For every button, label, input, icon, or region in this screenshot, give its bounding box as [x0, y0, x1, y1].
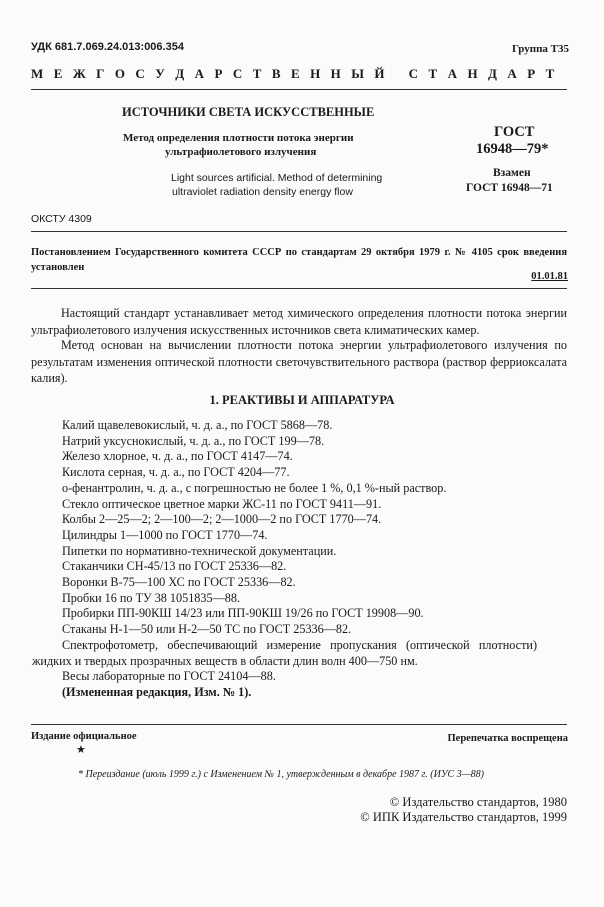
amendment-note: (Измененная редакция, Изм. № 1). [62, 684, 252, 699]
udk-code: УДК 681.7.069.24.013:006.354 [31, 41, 184, 53]
effective-date: 01.01.81 [531, 271, 568, 282]
copyright-line-2: © ИПК Издательство стандартов, 1999 [360, 810, 567, 824]
title-method-line1: Метод определения плотности потока энергии [123, 132, 354, 144]
header-rule [31, 89, 567, 90]
gost-label: ГОСТ [494, 124, 535, 140]
replace-label: Взамен [493, 167, 531, 179]
list-item: Пипетки по нормативно-технической документации. [62, 543, 337, 558]
list-item: Спектрофотометр, обеспечивающий измерение пропускания (оптической плотности) жидких и твердых прозрачных веществ в области длин волн 400—750 нм. [32, 637, 537, 668]
gost-number: 16948—79* [476, 141, 549, 157]
replace-number: ГОСТ 16948—71 [466, 182, 553, 194]
official-edition: Издание официальное [31, 731, 137, 742]
list-item: Воронки В-75—100 ХС по ГОСТ 25336—82. [62, 575, 296, 590]
okstu-code: ОКСТУ 4309 [31, 213, 92, 225]
list-item: Колбы 2—25—2; 2—100—2; 2—1000—2 по ГОСТ 1770—74. [62, 512, 382, 527]
list-item: Пробки 16 по ТУ 38 1051835—88. [62, 590, 241, 605]
group-code: Группа Т35 [511, 43, 569, 55]
intro-paragraph-1: Настоящий стандарт устанавливает метод химического определения плотности потока энергии ультрафиолетового излучения искусственных источников света климатических камер. [31, 306, 567, 337]
list-item: Стаканы Н-1—50 или Н-2—50 ТС по ГОСТ 25336—82. [62, 622, 352, 637]
reprint-prohibited: Перепечатка воспрещена [447, 733, 568, 744]
resolution-text: Постановлением Государственного комитета СССР по стандартам 29 октября 1979 г. № 4105 срок введения установлен [31, 247, 567, 273]
list-item: Натрий уксуснокислый, ч. д. а., по ГОСТ 199—78. [62, 433, 325, 448]
list-item: Цилиндры 1—1000 по ГОСТ 1770—74. [62, 527, 268, 542]
copyright-line-1: © Издательство стандартов, 1980 [389, 795, 567, 809]
intro-paragraph-2: Метод основан на вычислении плотности потока энергии ультрафиолетового излучения по результатам изменения оптической плотности светочувствительного раствора (раствор ферриоксалата калия). [31, 338, 567, 385]
okstu-rule [31, 231, 567, 232]
standard-banner: М Е Ж Г О С У Д А Р С Т В Е Н Н Ы Й С Т А Н Д А Р Т [31, 66, 558, 81]
list-item: Железо хлорное, ч. д. а., по ГОСТ 4147—74. [62, 449, 293, 464]
list-item: Стаканчики СН-45/13 по ГОСТ 25336—82. [62, 559, 287, 574]
list-item: Пробирки ПП-90КШ 14/23 или ПП-90КШ 19/26 по ГОСТ 19908—90. [62, 606, 424, 621]
reagents-list [32, 418, 572, 701]
list-item: о-фенантролин, ч. д. а., с погрешностью не более 1 %, 0,1 %-ный раствор. [62, 480, 447, 495]
section-heading: 1. РЕАКТИВЫ И АППАРАТУРА [209, 393, 395, 407]
reissue-note: * Переиздание (июль 1999 г.) с Изменением № 1, утвержденным в декабре 1987 г. (ИУС 3—88) [78, 769, 484, 780]
list-item: Весы лабораторные по ГОСТ 24104—88. [62, 669, 276, 684]
title-main: ИСТОЧНИКИ СВЕТА ИСКУССТВЕННЫЕ [122, 105, 375, 119]
list-item: Калий щавелевокислый, ч. д. а., по ГОСТ 5868—78. [62, 418, 333, 432]
resolution-rule [31, 288, 567, 289]
list-item: Стекло оптическое цветное марки ЖС-11 по ГОСТ 9411—91. [62, 496, 382, 511]
list-item: Кислота серная, ч. д. а., по ГОСТ 4204—77. [62, 465, 290, 480]
title-english-line1: Light sources artificial. Method of determining [171, 172, 383, 184]
star-mark: ★ [76, 744, 86, 756]
title-method-line2: ультрафиолетового излучения [165, 146, 317, 158]
title-english-line2: ultraviolet radiation density energy flow [172, 186, 353, 198]
footer-rule [31, 724, 567, 725]
